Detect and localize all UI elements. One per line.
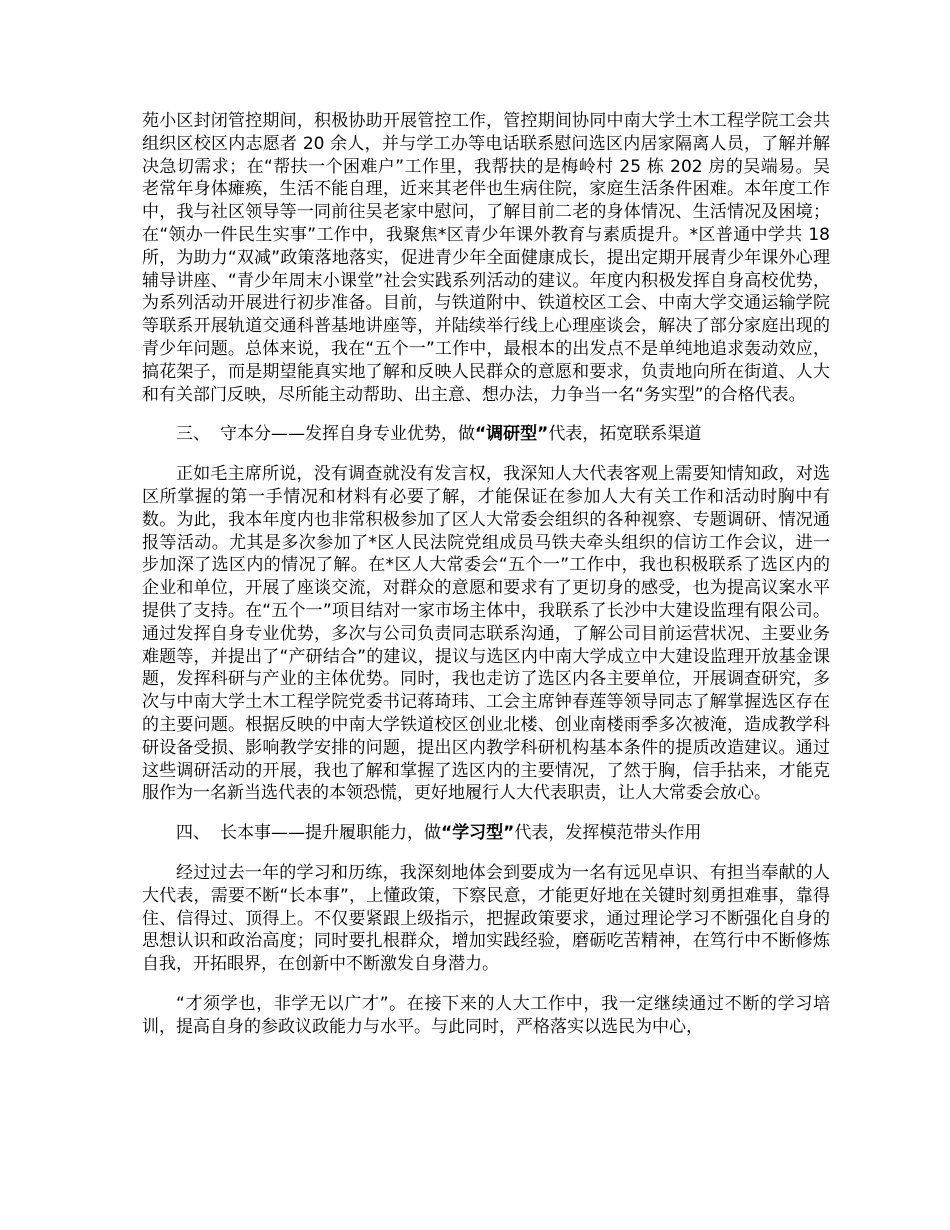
section-role-quote: “调研型”	[475, 424, 549, 445]
paragraph-future-plan: “才须学也，非学无以广才”。在接下来的人大工作中，我一定继续通过不断的学习培训，提高自身的参政议政能力与水平。与此同时，严格落实以选民为中心，	[142, 993, 830, 1037]
section-subtitle: 提升履职能力，做	[305, 823, 441, 844]
section-subtitle-tail: 代表，发挥模范带头作用	[514, 823, 702, 844]
section-role-quote: “学习型”	[441, 823, 515, 844]
paragraph-research: 正如毛主席所说，没有调查就没有发言权，我深知人大代表客观上需要知情知政，对选区所掌握的第一手情况和材料有必要了解，才能保证在参加人大有关工作和活动时胸中有数。为此，我本年度内也非常积极参加了区人大常委会组织的各种视察、专题调研、情况通报等活动。尤其是多次参加了*区人民法院党组成员马铁夫牵头组织的信访工作会议，进一步加深了选区内的情况了解。在*区人大常委会“五个一”工作中，我也积极联系了选区内的企业和单位，开展了座谈交流，对群众的意愿和要求有了更切身的感受，也为提高议案水平提供了支持。在“五个一”项目结对一家市场主体中，我联系了长沙中大建设监理有限公司。通过发挥自身专业优势，多次与公司负责同志联系沟通，了解公司目前运营状况、主要业务难题等，并提出了“产研结合”的建议，提议与选区内中南大学成立中大建设监理开放基金课题，发挥科研与产业的主体优势。同时，我也走访了选区内各主要单位，开展调查研究，多次与中南大学土木工程学院党委书记蒋琦玮、工会主席钟春莲等领导同志了解掌握选区存在的主要问题。根据反映的中南大学铁道校区创业北楼、创业南楼雨季多次被淹，造成教学科研设备受损、影响教学安排的问题，提出区内教学科研机构基本条件的提质改造建议。通过这些调研活动的开展，我也了解和掌握了选区内的主要情况，了然于胸，信手拈来，才能克服作为一名新当选代表的本领恐慌，更好地履行人大代表职责，让人大常委会放心。	[142, 464, 830, 804]
section-number: 四、	[176, 823, 210, 844]
document-page	[142, 110, 830, 1055]
paragraph-learning: 经过过去一年的学习和历练，我深刻地体会到要成为一名有远见卓识、有担当奉献的人大代表，需要不断“长本事”，上懂政策，下察民意，才能更好地在关键时刻勇担难事，靠得住、信得过、顶得上。不仅要紧跟上级指示，把握政策要求，通过理论学习不断强化自身的思想认识和政治高度；同时要扎根群众，增加实践经验，磨砺吃苦精神，在笃行中不断修炼自我，开拓眼界，在创新中不断激发自身潜力。	[142, 862, 830, 975]
paragraph-wuge-yi-work: 苑小区封闭管控期间，积极协助开展管控工作，管控期间协同中南大学土木工程学院工会共组织区校区内志愿者 20 余人，并与学工办等电话联系慰问选区内居家隔离人员，了解并解决急切需求；在“帮扶一个困难户”工作里，我帮扶的是梅岭村 25 栋 202 房的吴端易。吴老常年身体瘫痪，生活不能自理，近来其老伴也生病住院，家庭生活条件困难。本年度工作中，我与社区领导等一同前往吴老家中慰问，了解目前二老的身体情况、生活情况及困境；在“领办一件民生实事”工作中，我聚焦*区青少年课外教育与素质提升。*区普通中学共 18 所，为助力“双减”政策落地落实，促进青少年全面健康成长，提出定期开展青少年课外心理辅导讲座、“青少年周末小课堂”社会实践系列活动的建议。年度内积极发挥自身高校优势，为系列活动开展进行初步准备。目前，与铁道附中、铁道校区工会、中南大学交通运输学院等联系开展轨道交通科普基地讲座等，并陆续举行线上心理座谈会，解决了部分家庭出现的青少年问题。总体来说，我在“五个一”工作中，最根本的出发点不是单纯地追求轰动效应，搞花架子，而是期望能真实地了解和反映人民群众的意愿和要求，负责地向所在街道、人大和有关部门反映，尽所能主动帮助、出主意、想办法，力争当一名“务实型”的合格代表。	[142, 111, 830, 405]
section-keyword: 长本事——	[220, 823, 305, 844]
section-heading-4	[142, 822, 830, 845]
section-subtitle-tail: 代表，拓宽联系渠道	[548, 424, 702, 445]
section-keyword: 守本分——	[220, 424, 305, 445]
section-subtitle: 发挥自身专业优势，做	[305, 424, 475, 445]
section-number: 三、	[176, 424, 210, 445]
section-heading-3	[142, 423, 830, 446]
